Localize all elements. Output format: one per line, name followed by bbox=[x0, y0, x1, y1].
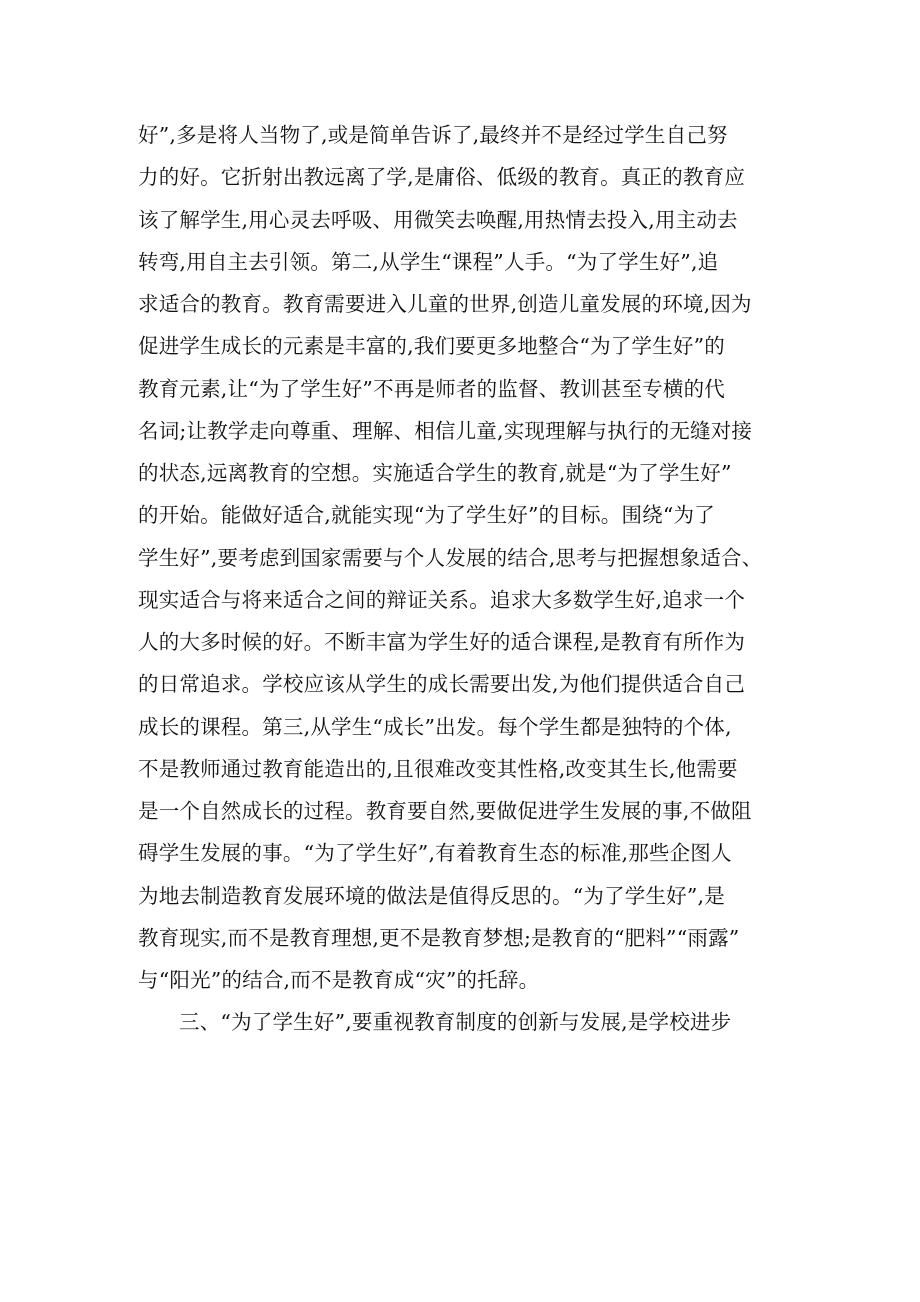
text-line: 现实适合与将来适合之间的辩证关系。追求大多数学生好,追求一个 bbox=[138, 587, 746, 612]
text-line: 好”,多是将人当物了,或是简单告诉了,最终并不是经过学生自己努 bbox=[138, 123, 728, 147]
text-line: 教育元素,让“为了学生好”不再是师者的监督、教训甚至专横的代 bbox=[138, 376, 725, 401]
text-line: 求适合的教育。教育需要进入儿童的世界,创造儿童发展的环境,因为 bbox=[138, 292, 752, 316]
body-text bbox=[138, 114, 838, 1044]
text-line: 是一个自然成长的过程。教育要自然,要做促进学生发展的事,不做阻 bbox=[138, 799, 752, 823]
text-line: 为地去制造教育发展环境的做法是值得反思的。“为了学生好”,是 bbox=[138, 883, 725, 908]
text-line: 促进学生成长的元素是丰富的,我们要更多地整合“为了学生好”的 bbox=[138, 334, 725, 359]
text-line: 教育现实,而不是教育理想,更不是教育梦想;是教育的“肥料”“雨露” bbox=[138, 925, 740, 950]
section-heading-line: 三、“为了学生好”,要重视教育制度的创新与发展,是学校进步 bbox=[179, 1010, 732, 1035]
text-line: 与“阳光”的结合,而不是教育成“灾”的托辞。 bbox=[138, 968, 540, 992]
text-line: 的状态,远离教育的空想。实施适合学生的教育,就是“为了学生好” bbox=[138, 461, 732, 485]
text-line: 的日常追求。学校应该从学生的成长需要出发,为他们提供适合自己 bbox=[138, 672, 746, 697]
text-line: 该了解学生,用心灵去呼吸、用微笑去唤醒,用热情去投入,用主动去 bbox=[138, 207, 738, 232]
text-line: 力的好。它折射出教远离了学,是庸俗、低级的教育。真正的教育应 bbox=[138, 165, 746, 190]
text-line: 成长的课程。第三,从学生“成长”出发。每个学生都是独特的个体, bbox=[138, 714, 732, 739]
text-line: 碍学生发展的事。“为了学生好”,有着教育生态的标准,那些企图人 bbox=[138, 841, 732, 866]
text-line: 转弯,用自主去引领。第二,从学生“课程”人手。“为了学生好”,追 bbox=[138, 249, 719, 274]
text-line: 的开始。能做好适合,就能实现“为了学生好”的目标。围绕“为了 bbox=[138, 503, 715, 528]
text-line: 学生好”,要考虑到国家需要与个人发展的结合,思考与把握想象适合、 bbox=[138, 545, 763, 570]
text-line: 不是教师通过教育能造出的,且很难改变其性格,改变其生长,他需要 bbox=[138, 756, 738, 781]
text-line: 人的大多时候的好。不断丰富为学生好的适合课程,是教育有所作为 bbox=[138, 630, 746, 654]
text-line: 名词;让教学走向尊重、理解、相信儿童,实现理解与执行的无缝对接 bbox=[138, 418, 753, 443]
